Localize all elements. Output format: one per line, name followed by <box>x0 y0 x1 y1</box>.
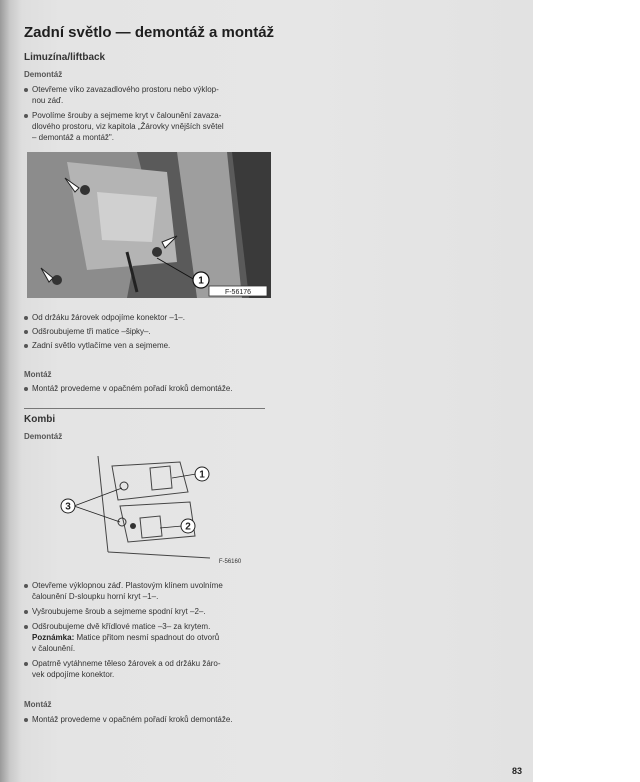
install-heading-sedan: Montáž <box>24 370 52 379</box>
section-divider <box>24 408 265 409</box>
bullet-icon <box>24 584 28 588</box>
tail-light-photo <box>27 152 271 298</box>
step-open-tailgate: Otevřeme výklopnou záď. Plastovým klínem uvolníme čalounění D-sloupku horní kryt –1–. <box>24 580 274 602</box>
removal-heading-combi: Demontáž <box>24 432 63 441</box>
removal-heading-sedan: Demontáž <box>24 70 63 79</box>
bullet-icon <box>24 316 28 320</box>
step-disconnect-connector: Od držáku žárovek odpojíme konektor –1–. <box>24 312 274 323</box>
drawing-code: F-56160 <box>218 559 242 565</box>
section-heading-sedan: Limuzína/liftback <box>24 52 106 63</box>
bullet-icon <box>24 625 28 629</box>
step-unscrew-wing-nuts: Odšroubujeme dvě křídlové matice –3– za krytem. Poznámka: Matice přitom nesmí spadnout do otvorů v čalounění. <box>24 621 274 654</box>
bullet-icon <box>24 610 28 614</box>
install-step-sedan: Montáž provedeme v opačném pořadí kroků demontáže. <box>24 383 274 394</box>
section-heading-combi: Kombi <box>24 414 56 425</box>
step-open-lid: Otevřeme víko zavazadlového prostoru nebo výklop- nou záď. <box>24 84 274 106</box>
bullet-icon <box>24 114 28 118</box>
step-push-out-light: Zadní světlo vytlačíme ven a sejmeme. <box>24 340 274 351</box>
step-pull-out-housing: Opatrně vytáhneme těleso žárovek a od držáku žáro- vek odpojíme konektor. <box>24 658 274 680</box>
page-title: Zadní světlo — demontáž a montáž <box>24 24 275 41</box>
combi-line-drawing <box>60 452 270 572</box>
drawing-callout-2: 2 <box>185 521 191 533</box>
drawing-callout-1: 1 <box>199 469 205 481</box>
step-unscrew-nuts: Odšroubujeme tři matice –šipky–. <box>24 326 274 337</box>
install-step-combi: Montáž provedeme v opačném pořadí kroků demontáže. <box>24 714 274 725</box>
drawing-callout-3: 3 <box>65 501 71 513</box>
bullet-icon <box>24 344 28 348</box>
step-remove-lower-cover: Vyšroubujeme šroub a sejmeme spodní kryt –2–. <box>24 606 274 617</box>
bullet-icon <box>24 88 28 92</box>
install-heading-combi: Montáž <box>24 700 52 709</box>
page-number: 83 <box>512 766 523 776</box>
note-label: Poznámka: <box>32 633 75 642</box>
bullet-icon <box>24 330 28 334</box>
bullet-icon <box>24 718 28 722</box>
step-remove-cover: Povolíme šrouby a sejmeme kryt v čalounění zavaza- dlového prostoru, viz kapitola „Žárovky vnějších světel – demontáž a montáž". <box>24 110 274 143</box>
bullet-icon <box>24 387 28 391</box>
photo-callout-1: 1 <box>198 275 204 287</box>
bullet-icon <box>24 662 28 666</box>
photo-code: F-56176 <box>224 289 252 296</box>
